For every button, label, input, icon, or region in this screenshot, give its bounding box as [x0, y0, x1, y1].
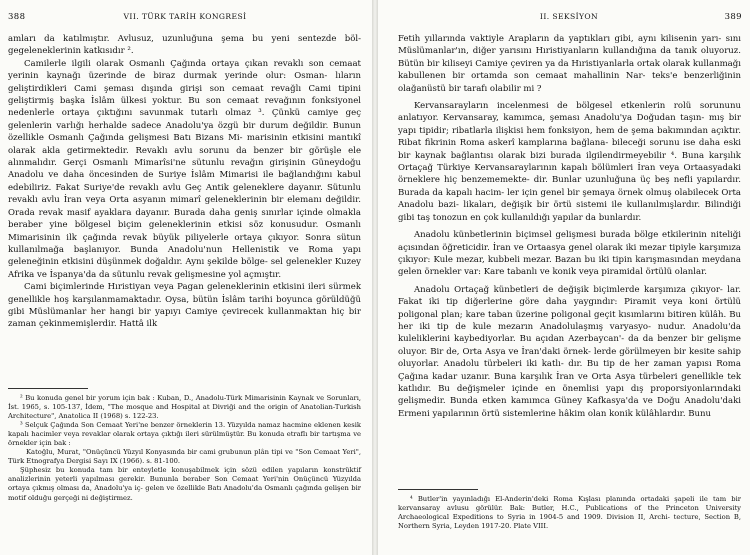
footnote: ² Bu konuda genel bir yorum için bak : Kuban, D., Anadolu-Türk Mimarisinin Kaynak ve Sorunları, İst. 1965, s. 105-137, İdem, "The mosque and Hospital at Divriği and the origin of Anatolian-Turkish Architecture", Anatolica II (1968) s. 122-23.	[8, 394, 361, 421]
footnote: ⁴ Butler'in yayınladığı El-Anderin'deki Roma Kışlası planında ortadaki şapeli ile tam bir kervansaray avlusu görülür. Bak: Butler, H.C., Publications of the Princeton University Archaeological Expeditions to Syria in 1904-5 and 1909. Division II, Archi- tecture, Section B, Northern Syria, Leyden 1917-20. Plate VIII.	[398, 495, 741, 531]
paragraph: Cami biçimlerinde Hıristiyan veya Pagan geleneklerinin etkisini ileri sürmek genellikle hoş karşılanmamaktadır. Oysa, bütün İslâm tarihi boyunca görüldüğü gibi Müslümanlar her hangi bir yapıyı Camiye çevirecek kullanmaktan hiç bir zaman çekinmemişlerdir. Hattâ ilk	[8, 282, 361, 330]
right-running-head: II. SEKSİYON	[539, 12, 599, 21]
footnote: ³ Selçuk Çağında Son Cemaat Yeri'ne benzer örneklerin 13. Yüzyılda namaz hacmine eklenen kesik kapalı hacimler veya revaklar olarak ortaya çıktığı ileri sürülmüştür. Bu konuda etraflı bir tartışma ve örnekler için bak :	[8, 421, 361, 448]
right-page-body	[398, 33, 741, 420]
left-running-head: VII. TÜRK TARİH KONGRESİ	[123, 12, 247, 21]
paragraph: Anadolu Ortaçağ künbetleri de değişik biçimlerde karşımıza çıkıyor- lar. Fakat iki tip diğerlerine göre daha yaygındır: Piramit veya koni örtülü poligonal plan; kare taban üzerine poligonal geçit kısımlarını bitiren külâh. Bu her iki tip de kule mezarın Anadolulaşmış varyasyo- nudur. Anadolu'da kuleliklerini kaybediyorlar. Bu açıdan Azerbaycan'- da da benzer bir gelişme oluyor. Bir de, Orta Asya ve İran'daki örnek- lerde görülmeyen bir kesite sahip oluyorlar. Anadolu türbeleri iki katlı- dır. Bu tip de her zaman yapısı Roma Çağına kadar uzanır. Buna karşılık İran ve Orta Asya türbeleri genellikle tek katlıdır. Bu değişmeler içinde en önemlisi yapı dış proporsiyonlarındaki gelişmedir. Bunda etken kamımca Güney Kafkasya'da ve Doğu Anadolu'daki Ermeni yapılarının örtü sistemlerine hâkim olan konik külâhlardır. Bunu	[398, 284, 741, 419]
left-footnotes	[8, 394, 361, 503]
footnote-rule	[398, 489, 478, 490]
left-page-number: 388	[8, 12, 26, 22]
footnote-rule	[8, 388, 88, 389]
footnote: Şüphesiz bu konuda tam bir enteyletle konuşabilmek için sözü edilen yapıların konstrüktif analizlerinin yeterli yapılması gerekir. Bununla beraber Son Cemaat Yeri'nin Onüçüncü Yüzyılda ortaya çıkmış olması da, Anadolu'ya iç- gelen ve özellikle Batı Anadolu'da Osmanlı çağında gelişen bir motif olduğu gerçeği ni değiştirmez.	[8, 466, 361, 502]
paragraph: Anadolu künbetlerinin biçimsel gelişmesi burada bölge etkilerinin niteliği açısından öğreticidir. İran ve Ortaasya genel olarak iki mezar tipiyle karşımıza çıkıyor: Kule mezar, kubbeli mezar. Bazan bu iki tipin karışmasından meydana gelen örnekler var: Kare tabanlı ve konik veya piramidal örtülü olanlar.	[398, 230, 741, 278]
right-page-number: 389	[724, 12, 742, 22]
paragraph: amları da katılmıştır. Avlusuz, uzunluğuna şema bu yeni sentezde böl- gegeleneklerinin katkısıdır ².	[8, 34, 361, 57]
paragraph: Camilerle ilgili olarak Osmanlı Çağında ortaya çıkan revaklı son cemaat yerinin kaynağı üzerinde de biraz durmak yerinde olur: Osman- lıların geliştirdikleri Cami şeması dışında girişi son cemaat revağlı Cami tipini geliştirmiş başka İslâm ülkesi yoktur. Bu son cemaat revağının fonksiyonel nedenlerle ortaya çıktığını savunmak tutarlı olmaz ³. Çünkü camiye geç gelenlerin varlığı herhalde sadece Anadolu'ya özgü bir durum değildir. Bunun özellikle Osmanlı Çağında gelişmesi Batı Bizans Mi- marisinin etkisini mantıkî olarak akla getirmektedir. Revaklı avlu sorunu da benzer bir görüşle ele alınmalıdır. Gerçi Osmanlı Mimarîsi'ne sütunlu revağın girişinin Güneydoğu Anadolu ve daha öncesinden de Suriye İslâm Mimarisi ile bağlandığını kabul edebiliriz. Fakat Suriye'de revaklı avlu Geç Antik geleneklere dayanır. Sütunlu revaklı avlu İran veya Orta asyanın mimarî geleneklerinin bir elemanı değildir. Orada revak masif ayaklara dayanır. Burada daha geniş sınırlar içinde olmakla beraber yine bölgesel biçim geleneklerinin etkisi söz konusudur. Osmanlı Mimarisinin ilk çağında revak büyük piliyelerle ortaya çıkıyor. Sonra sütun kullanılmağa başlanıyor. Bunda Anadolu'nun Hellenistik ve Roma yapı geleneğinin etkisini düşünmek doğaldır. Aynı şekilde bölge- sel gelenekler Kuzey Afrika ve İspanya'da da sütunlu revak gelişmesine yol açmıştır.	[8, 58, 361, 280]
right-footnotes	[398, 495, 741, 531]
footnote: Katoğlu, Murat, "Onüçüncü Yüzyıl Konyasında bir cami grubunun plân tipi ve "Son Cemaat Yeri", Türk Etnografya Dergisi Sayı IX (1966). s. 81-100.	[8, 448, 361, 466]
paragraph: Fetih yıllarında vaktiyle Arapların da yaptıkları gibi, aynı kilisenin yarı- sını Müslümanlar'ın, diğer yarısını Hıristiyanların kullandığına da tanık oluyoruz. Bütün bir kiliseyi Camiye çeviren ya da Hıristiyanlarla ortak olarak kullanmağı kabullenen bir ortamda son cemaat mahallinin Nar- teks'e benzerliğinin olağanüstü bir tarafı olabilir mi ?	[398, 34, 741, 94]
right-page	[378, 0, 750, 555]
left-page	[0, 0, 372, 555]
paragraph: Kervansarayların incelenmesi de bölgesel etkenlerin rolü sorununu anlatıyor. Kervansaray, kamımca, şeması Anadolu'ya Doğudan taşın- mış bir yapı tipidir; ribatlarla ilişkisi hem fonksiyon, hem de şema bakımından açıktır. Ribat fikrinin Roma askerî kamplarına bağlana- bileceği sorunu ise daha eski bir kaynak bağlantısı olarak bizi burada ilgilendirmeyebilir ⁴. Buna karşılık Ortaçağ Türkiye Kervansaraylarının kapalı bölümleri İran veya Ortaasyadaki örneklere hiç benzememekte- dir. Bunlar uzunluğuna üç beş nefli yapılardır. Burada da kapalı hacim- ler için genel bir şemaya örnek olmuş olabilecek Orta Anadolu bazi- likaları, değişik bir örtü sistemi ile kullanılmışlardır. Bilindiği gibi taş tonozun en çok kullanıldığı yapılar da bunlardır.	[398, 101, 741, 223]
left-page-body	[8, 33, 361, 331]
